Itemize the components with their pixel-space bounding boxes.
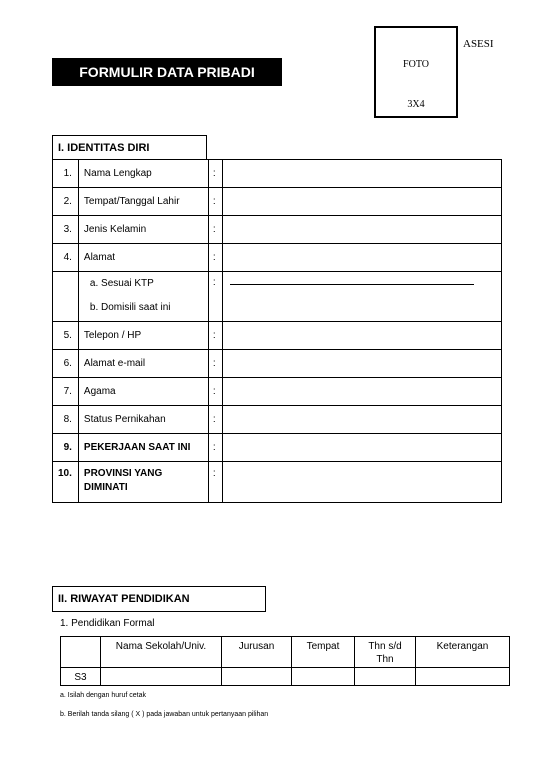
marital-status-field[interactable]: [222, 406, 501, 434]
row-label: Jenis Kelamin: [78, 216, 208, 244]
note-b: b. Berilah tanda silang ( X ) pada jawaban untuk pertanyaan pilihan: [60, 711, 269, 718]
column-header: Keterangan: [416, 637, 510, 668]
row-colon: :: [208, 244, 222, 272]
row-colon: :: [208, 272, 222, 322]
address-ktp-field[interactable]: [222, 272, 501, 322]
gender-field[interactable]: [222, 216, 501, 244]
note-a: a. Isilah dengan huruf cetak: [60, 692, 147, 699]
year-cell[interactable]: [355, 668, 416, 686]
table-row: [53, 188, 502, 216]
section-identity-title: I. IDENTITAS DIRI: [52, 135, 207, 160]
column-header: Tempat: [292, 637, 355, 668]
table-row: [53, 462, 502, 503]
row-number: 5.: [53, 322, 79, 350]
photo-placeholder: [374, 26, 458, 118]
table-row: [53, 216, 502, 244]
fill-line: [230, 277, 474, 285]
table-row: [53, 160, 502, 188]
table-row: [53, 350, 502, 378]
occupation-field[interactable]: [222, 434, 501, 462]
photo-label: FOTO: [403, 59, 429, 70]
row-label: Nama Lengkap: [78, 160, 208, 188]
table-header-row: [61, 637, 510, 668]
address-field[interactable]: [222, 244, 501, 272]
row-number: 4.: [53, 244, 79, 272]
address-sub-labels: [78, 272, 208, 322]
row-colon: :: [208, 378, 222, 406]
email-field[interactable]: [222, 350, 501, 378]
phone-field[interactable]: [222, 322, 501, 350]
place-cell[interactable]: [292, 668, 355, 686]
table-row: [53, 272, 502, 322]
table-row: [61, 668, 510, 686]
row-number: 7.: [53, 378, 79, 406]
row-label: Tempat/Tanggal Lahir: [78, 188, 208, 216]
row-colon: :: [208, 188, 222, 216]
column-header: Nama Sekolah/Univ.: [101, 637, 222, 668]
major-cell[interactable]: [222, 668, 292, 686]
province-field[interactable]: [222, 462, 501, 503]
row-label: Telepon / HP: [78, 322, 208, 350]
column-header: Jurusan: [222, 637, 292, 668]
education-table: [60, 636, 510, 686]
column-header: Thn s/d Thn: [355, 637, 416, 668]
row-label: PEKERJAAN SAAT INI: [78, 434, 208, 462]
row-label: Status Pernikahan: [78, 406, 208, 434]
row-colon: :: [208, 216, 222, 244]
row-number: 6.: [53, 350, 79, 378]
name-field[interactable]: [222, 160, 501, 188]
row-colon: :: [208, 406, 222, 434]
birth-field[interactable]: [222, 188, 501, 216]
row-colon: :: [208, 434, 222, 462]
form-title: FORMULIR DATA PRIBADI: [52, 58, 282, 86]
school-cell[interactable]: [101, 668, 222, 686]
row-label: PROVINSI YANG DIMINATI: [78, 462, 208, 503]
education-level: S3: [61, 668, 101, 686]
row-colon: :: [208, 462, 222, 503]
address-ktp-label: a. Sesuai KTP: [89, 278, 154, 289]
row-number: 10.: [53, 462, 79, 503]
row-number: 9.: [53, 434, 79, 462]
address-domicile-label: b. Domisili saat ini: [89, 302, 171, 313]
row-number: 8.: [53, 406, 79, 434]
row-label: Alamat e-mail: [78, 350, 208, 378]
row-number: 1.: [53, 160, 79, 188]
table-row: [53, 434, 502, 462]
table-row: [53, 378, 502, 406]
row-colon: :: [208, 160, 222, 188]
asesi-label: ASESI: [463, 38, 494, 50]
table-row: [53, 244, 502, 272]
section-education-title: II. RIWAYAT PENDIDIKAN: [52, 586, 266, 612]
row-label: Agama: [78, 378, 208, 406]
column-header: [61, 637, 101, 668]
row-colon: :: [208, 322, 222, 350]
remarks-cell[interactable]: [416, 668, 510, 686]
row-label: Alamat: [78, 244, 208, 272]
religion-field[interactable]: [222, 378, 501, 406]
identity-table: [52, 159, 502, 503]
table-row: [53, 406, 502, 434]
table-row: [53, 322, 502, 350]
formal-education-label: 1. Pendidikan Formal: [60, 618, 155, 629]
photo-size-label: 3X4: [407, 99, 425, 110]
row-colon: :: [208, 350, 222, 378]
row-number: 2.: [53, 188, 79, 216]
row-number: 3.: [53, 216, 79, 244]
